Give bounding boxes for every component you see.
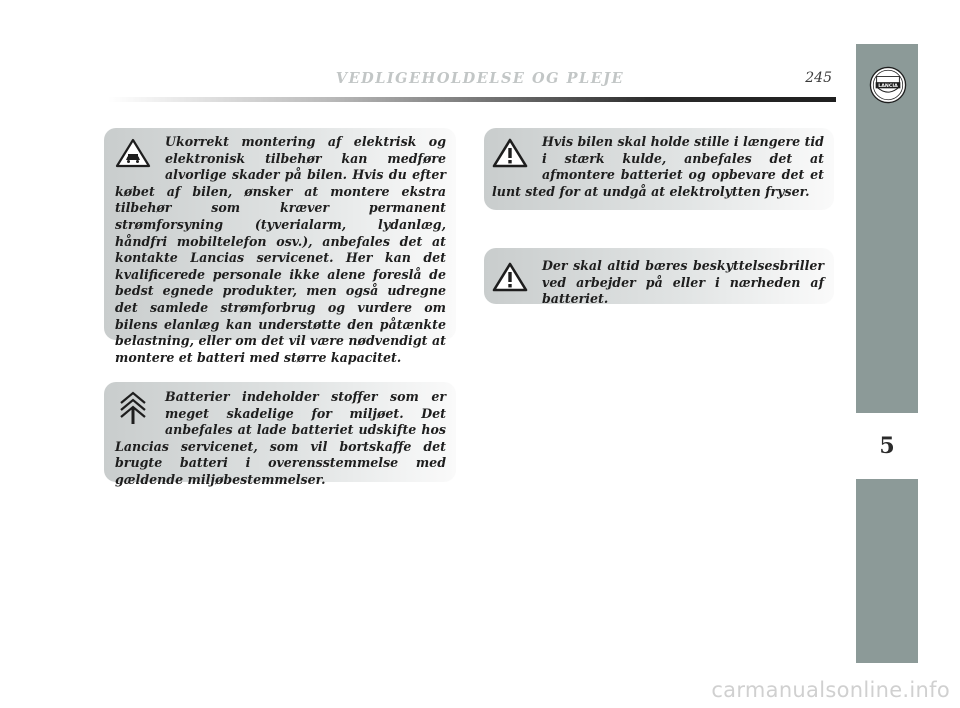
- note-text: Batterier indeholder stoffer som er meget skadelige for miljøet. Det anbefales at lade batteriet udskifte hos Lancias servicenet, som vil bortskaffe det brugte batteri i overensstemmelse med gældende miljøbestemmelser.: [115, 389, 446, 487]
- note-text: Ukorrekt montering af elektrisk og elektronisk tilbehør kan medføre alvorlige skader på bilen. Hvis du efter købet af bilen, ønsker at montere ekstra tilbehør som kræver permanent strømforsyning (tyverialarm, lydanlæg, håndfri mobiltelefon osv.), anbefales det at kontakte Lancias servicenet. Her kan det kvalificerede personale ikke alene foreslå de bedst egnede produkter, men også udregne det samlede strømforbrug og vurdere om bilens elanlæg kan understøtte den påtænkte belastning, eller om det vil være nødvendigt at montere et batteri med større kapacitet.: [115, 134, 446, 365]
- page-number: 245: [805, 70, 832, 86]
- header-rule: [108, 97, 836, 102]
- car-battery-warning-icon: [115, 138, 151, 168]
- chapter-number: 5: [856, 413, 918, 479]
- environment-note: [104, 382, 456, 487]
- note-text: Hvis bilen skal holde stille i længere tid i stærk kulde, anbefales det at afmontere batteriet og opbevare det et lunt sted for at undgå at elektrolytten fryser.: [492, 134, 824, 199]
- page-header-title: VEDLIGEHOLDELSE OG PLEJE: [335, 70, 625, 87]
- lancia-logo-icon: [869, 66, 907, 104]
- watermark: carmanualsonline.info: [711, 678, 950, 702]
- warning-triangle-icon: [492, 138, 528, 168]
- warning-note-accessories: [104, 128, 456, 365]
- lancia-logo-text: LANCIA: [878, 83, 898, 89]
- warning-note-goggles: [484, 248, 834, 307]
- chapter-side-tab: [856, 44, 918, 663]
- warning-note-cold: [484, 128, 834, 210]
- environment-tree-icon: [115, 391, 151, 425]
- note-text: Der skal altid bæres beskyttelsesbriller ved arbejder på eller i nærheden af batteriet.: [542, 258, 824, 307]
- warning-triangle-icon: [492, 262, 528, 292]
